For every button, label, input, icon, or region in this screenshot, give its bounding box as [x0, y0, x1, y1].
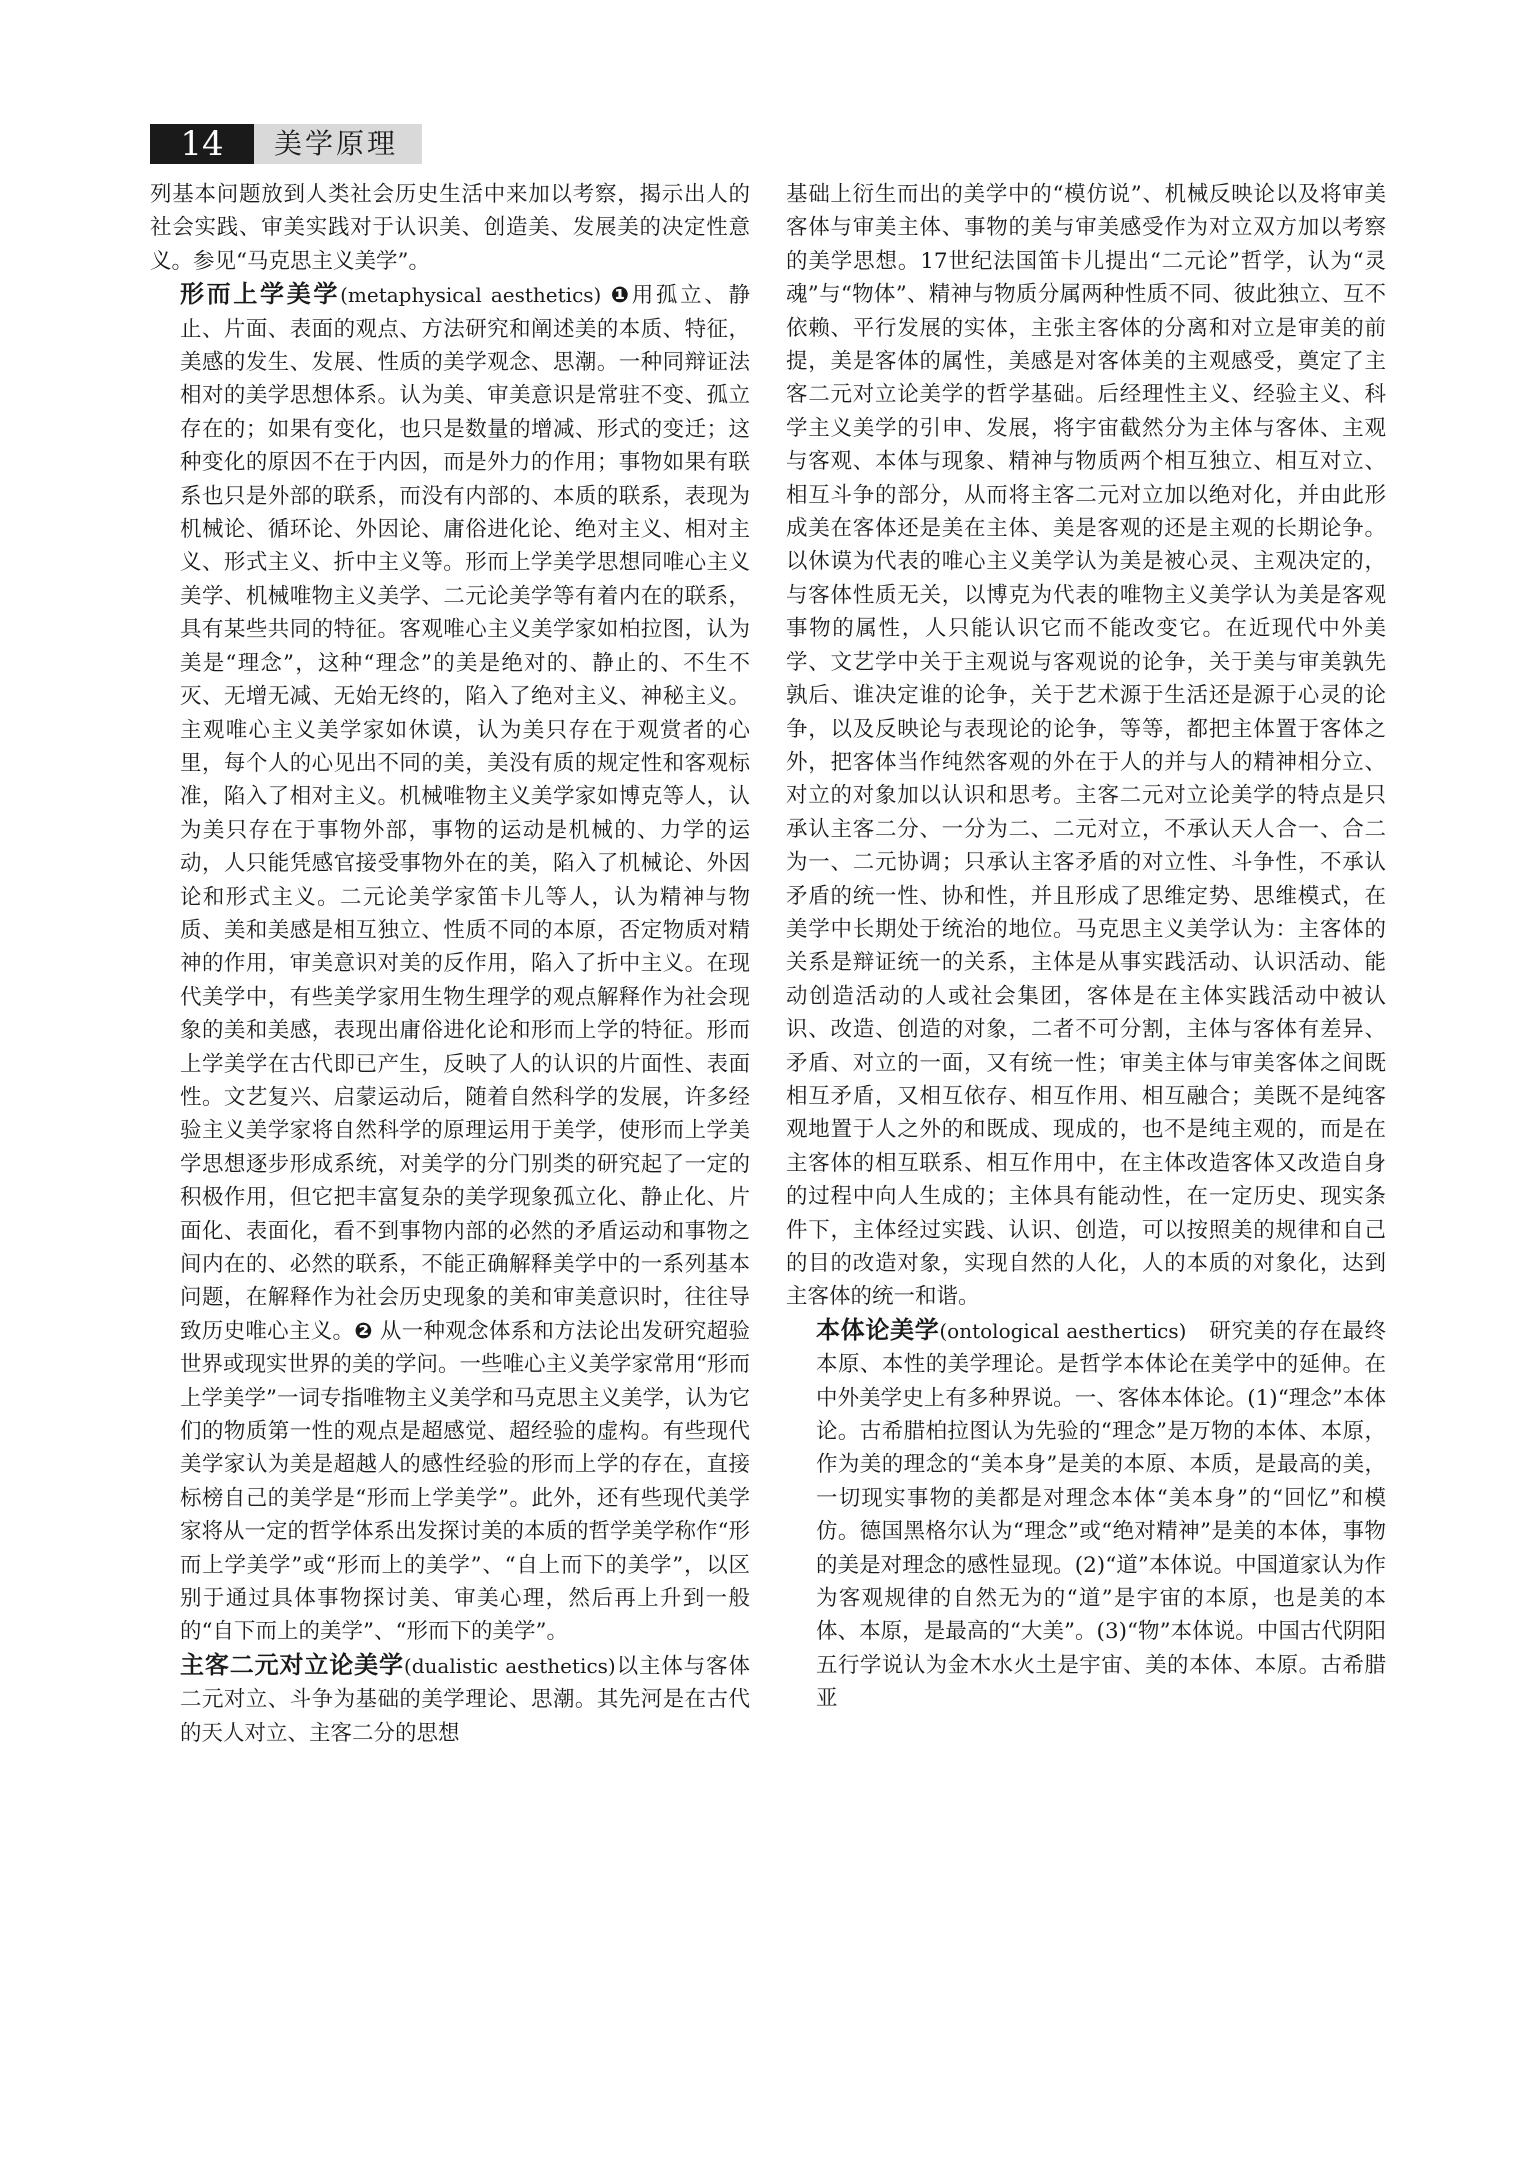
continued-paragraph: 列基本问题放到人类社会历史生活中来加以考察，揭示出人的社会实践、审美实践对于认识美、创造美、发展美的决定性意义。参见“马克思主义美学”。: [150, 182, 750, 274]
entry-dualistic-aesthetics: [150, 1649, 750, 1750]
running-title: 美学原理: [254, 124, 422, 164]
running-header: [150, 124, 420, 164]
sense-marker-1: ❶: [610, 283, 632, 309]
entry-term: 本体论美学: [816, 1315, 940, 1344]
entry-text: 以主体与客体二元对立、斗争为基础的美学理论、思潮。其先河是在古代的天人对立、主客二分的思想: [180, 1653, 750, 1746]
entry-english: (ontological aesthertics): [939, 1318, 1187, 1343]
right-column: [786, 178, 1386, 2098]
page-number: 14: [150, 124, 254, 164]
entry-english: (dualistic aesthetics): [403, 1653, 616, 1678]
left-column: [150, 178, 750, 2098]
continued-paragraph: 基础上衍生而出的美学中的“模仿说”、机械反映论以及将审美客体与审美主体、事物的美与审美感受作为对立双方加以考察的美学思想。17世纪法国笛卡儿提出“二元论”哲学，认为“灵魂”与“物体”、精神与物质分属两种性质不同、彼此独立、互不依赖、平行发展的实体，主张主客体的分离和对立是审美的前提，美是客体的属性，美感是对客体美的主观感受，奠定了主客二元对立论美学的哲学基础。后经理性主义、经验主义、科学主义美学的引申、发展，将宇宙截然分为主体与客体、主观与客观、本体与现象、精神与物质两个相互独立、相互对立、相互斗争的部分，从而将主客二元对立加以绝对化，并由此形成美在客体还是美在主体、美是客观的还是主观的长期论争。以休谟为代表的唯心主义美学认为美是被心灵、主观决定的，与客体性质无关，以博克为代表的唯物主义美学认为美是客观事物的属性，人只能认识它而不能改变它。在近现代中外美学、文艺学中关于主观说与客观说的论争，关于美与审美孰先孰后、谁决定谁的论争，关于艺术源于生活还是源于心灵的论争，以及反映论与表现论的论争，等等，都把主体置于客体之外，把客体当作纯然客观的外在于人的并与人的精神相分立、对立的对象加以认识和思考。主客二元对立论美学的特点是只承认主客二分、一分为二、二元对立，不承认天人合一、合二为一、二元协调；只承认主客矛盾的对立性、斗争性，不承认矛盾的统一性、协和性，并且形成了思维定势、思维模式，在美学中长期处于统治的地位。马克思主义美学认为：主客体的关系是辩证统一的关系，主体是从事实践活动、认识活动、能动创造活动的人或社会集团，客体是在主体实践活动中被认识、改造、创造的对象，二者不可分割，主体与客体有差异、矛盾、对立的一面，又有统一性；审美主体与审美客体之间既相互矛盾，又相互依存、相互作用、相互融合；美既不是纯客观地置于人之外的和既成、现成的，也不是纯主观的，而是在主客体的相互联系、相互作用中，在主体改造客体又改造自身的过程中向人生成的；主体具有能动性，在一定历史、现实条件下，主体经过实践、认识、创造，可以按照美的规律和自己的目的改造对象，实现自然的人化，人的本质的对象化，达到主客体的统一和谐。: [786, 182, 1386, 1310]
entry-ontological-aesthetics: [786, 1314, 1386, 1716]
entry-term: 形而上学美学: [180, 280, 341, 309]
entry-text: 研究美的存在最终本原、本性的美学理论。是哲学本体论在美学中的延伸。在中外美学史上有多种界说。一、客体本体论。(1)“理念”本体论。古希腊柏拉图认为先验的“理念”是万物的本体、本原，作为美的理念的“美本身”是美的本原、本质，是最高的美，一切现实事物的美都是对理念本体“美本身”的“回忆”和模仿。德国黑格尔认为“理念”或“绝对精神”是美的本体，事物的美是对理念的感性显现。(2)“道”本体说。中国道家认为作为客观规律的自然无为的“道”是宇宙的本原，也是美的本体、本原，是最高的“大美”。(3)“物”本体说。中国古代阴阳五行学说认为金木水火土是宇宙、美的本体、本原。古希腊亚: [816, 1318, 1386, 1712]
sense-marker-2: ❷: [354, 1318, 373, 1344]
entry-metaphysical-aesthetics: [150, 278, 750, 1649]
entry-sense-2: 从一种观念体系和方法论出发研究超验世界或现实世界的美的学问。一些唯心主义美学家常用“形而上学美学”一词专指唯物主义美学和马克思主义美学，认为它们的物质第一性的观点是超感觉、超经验的虚构。有些现代美学家认为美是超越人的感性经验的形而上学的存在，直接标榜自己的美学是“形而上学美学”。此外，还有些现代美学家将从一定的哲学体系出发探讨美的本质的哲学美学称作“形而上学美学”或“形而上的美学”、“自上而下的美学”，以区别于通过具体事物探讨美、审美心理，然后再上升到一般的“自下而上的美学”、“形而下的美学”。: [180, 1318, 750, 1645]
entry-sense-1: 用孤立、静止、片面、表面的观点、方法研究和阐述美的本质、特征，美感的发生、发展、性质的美学观念、思潮。一种同辩证法相对的美学思想体系。认为美、审美意识是常驻不变、孤立存在的；如果有变化，也只是数量的增减、形式的变迁；这种变化的原因不在于内因，而是外力的作用；事物如果有联系也只是外部的联系，而没有内部的、本质的联系，表现为机械论、循环论、外因论、庸俗进化论、绝对主义、相对主义、形式主义、折中主义等。形而上学美学思想同唯心主义美学、机械唯物主义美学、二元论美学等有着内在的联系，具有某些共同的特征。客观唯心主义美学家如柏拉图，认为美是“理念”，这种“理念”的美是绝对的、静止的、不生不灭、无增无减、无始无终的，陷入了绝对主义、神秘主义。主观唯心主义美学家如休谟，认为美只存在于观赏者的心里，每个人的心见出不同的美，美没有质的规定性和客观标准，陷入了相对主义。机械唯物主义美学家如博克等人，认为美只存在于事物外部，事物的运动是机械的、力学的运动，人只能凭感官接受事物外在的美，陷入了机械论、外因论和形式主义。二元论美学家笛卡儿等人，认为精神与物质、美和美感是相互独立、性质不同的本原，否定物质对精神的作用，审美意识对美的反作用，陷入了折中主义。在现代美学中，有些美学家用生物生理学的观点解释作为社会现象的美和美感，表现出庸俗进化论和形而上学的特征。形而上学美学在古代即已产生，反映了人的认识的片面性、表面性。文艺复兴、启蒙运动后，随着自然科学的发展，许多经验主义美学家将自然科学的原理运用于美学，使形而上学美学思想逐步形成系统，对美学的分门别类的研究起了一定的积极作用，但它把丰富复杂的美学现象孤立化、静止化、片面化、表面化，看不到事物内部的必然的矛盾运动和事物之间内在的、必然的联系，不能正确解释美学中的一系列基本问题，在解释作为社会历史现象的美和审美意识时，往往导致历史唯心主义。: [180, 283, 750, 1344]
entry-term: 主客二元对立论美学: [180, 1650, 404, 1679]
entry-english: (metaphysical aesthetics): [340, 283, 602, 308]
